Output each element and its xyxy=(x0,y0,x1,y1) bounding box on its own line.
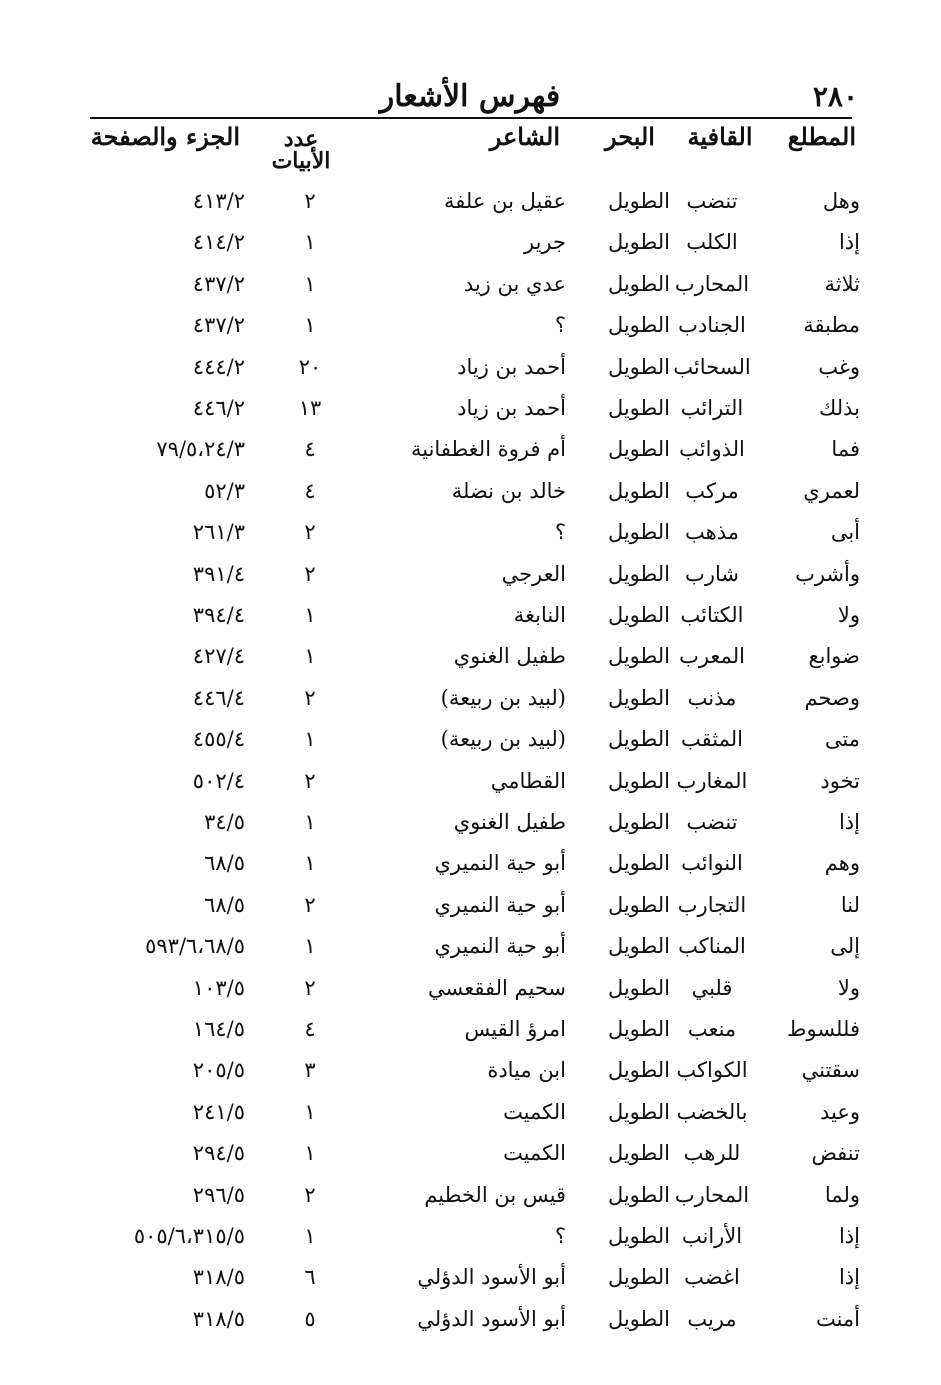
row-volume-page: ٣١٨/٥ xyxy=(192,1306,245,1331)
row-opening: وهم xyxy=(824,851,860,876)
table-row xyxy=(0,1175,941,1215)
row-opening: تنفض xyxy=(811,1141,860,1166)
row-poet: ابن ميادة xyxy=(487,1058,566,1083)
row-meter: الطويل xyxy=(607,396,670,420)
row-opening: لنا xyxy=(840,892,860,917)
row-opening: وأشرب xyxy=(795,561,860,586)
row-meter: الطويل xyxy=(607,644,670,669)
row-volume-page: ١٠٣/٥ xyxy=(192,975,245,1000)
row-poet: ؟ xyxy=(554,520,566,545)
row-meter: الطويل xyxy=(607,437,670,462)
column-header-rhyme: القافية xyxy=(687,122,753,151)
row-volume-page: ١٦٤/٥ xyxy=(192,1017,245,1041)
row-opening: ضوابع xyxy=(808,644,860,669)
table-row xyxy=(0,885,941,925)
row-opening: أبى xyxy=(830,520,860,545)
row-meter: الطويل xyxy=(607,603,670,627)
row-verse-count: ٤ xyxy=(304,478,316,503)
row-opening: ولا xyxy=(837,975,860,1000)
row-poet: الكميت xyxy=(503,1099,566,1124)
row-rhyme: للرهب xyxy=(683,1141,741,1166)
row-meter: الطويل xyxy=(607,934,670,959)
row-poet: عقيل بن علفة xyxy=(444,189,566,213)
row-poet: أبو الأسود الدؤلي xyxy=(417,1306,566,1331)
row-poet: أبو حية النميري xyxy=(434,892,566,917)
row-opening: إذا xyxy=(838,1224,860,1248)
table-row xyxy=(0,1133,941,1173)
row-volume-page: ٤٤٤/٢ xyxy=(192,354,245,379)
row-verse-count: ٢ xyxy=(304,975,316,1000)
row-poet: أحمد بن زياد xyxy=(457,396,566,420)
table-row xyxy=(0,968,941,1008)
row-verse-count: ١ xyxy=(304,1099,316,1124)
row-poet: طفيل الغنوي xyxy=(453,644,566,669)
row-meter: الطويل xyxy=(607,520,670,545)
row-verse-count: ٢ xyxy=(304,1182,316,1207)
row-meter: الطويل xyxy=(607,1099,670,1124)
row-poet: خالد بن نضلة xyxy=(451,478,566,503)
table-row xyxy=(0,636,941,676)
row-opening: ولما xyxy=(824,1182,860,1207)
row-verse-count: ٢ xyxy=(304,189,316,213)
row-rhyme: الترائب xyxy=(680,396,744,420)
row-verse-count: ٢ xyxy=(304,561,316,586)
row-rhyme: الكلب xyxy=(686,230,738,255)
row-volume-page: ٣٤/٥ xyxy=(204,810,245,834)
row-verse-count: ١ xyxy=(304,1141,316,1166)
row-volume-page: ٢٩٤/٥ xyxy=(192,1141,245,1166)
row-volume-page: ٢٤١/٥ xyxy=(192,1099,245,1124)
row-volume-page: ٣٩٤/٤ xyxy=(192,603,245,627)
row-verse-count: ٦ xyxy=(304,1265,316,1290)
row-poet: العرجي xyxy=(501,561,566,586)
row-verse-count: ١ xyxy=(304,810,316,834)
row-rhyme: تنضب xyxy=(686,189,738,213)
table-row xyxy=(0,1092,941,1132)
row-verse-count: ٤ xyxy=(304,1017,316,1041)
table-row xyxy=(0,719,941,759)
column-header-opening: المطلع xyxy=(787,122,856,151)
table-row xyxy=(0,802,941,842)
row-poet: القطامي xyxy=(490,768,566,793)
column-header-meter: البحر xyxy=(605,122,655,151)
row-rhyme: الذوائب xyxy=(679,437,745,462)
row-opening: أمنت xyxy=(815,1306,860,1331)
row-poet: طفيل الغنوي xyxy=(453,810,566,834)
row-meter: الطويل xyxy=(607,810,670,834)
row-rhyme: اغضب xyxy=(684,1265,740,1290)
row-opening: بذلك xyxy=(819,396,860,420)
row-meter: الطويل xyxy=(607,851,670,876)
row-verse-count: ١ xyxy=(304,727,316,752)
row-volume-page: ٢٠٥/٥ xyxy=(192,1058,245,1083)
table-row xyxy=(0,761,941,801)
row-meter: الطويل xyxy=(607,354,670,379)
row-meter: الطويل xyxy=(607,685,670,710)
row-rhyme: الكواكب xyxy=(676,1058,748,1083)
row-volume-page: ٤٥٥/٤ xyxy=(192,727,245,752)
row-poet: أبو الأسود الدؤلي xyxy=(417,1265,566,1290)
row-rhyme: شارب xyxy=(685,561,739,586)
row-rhyme: مذهب xyxy=(685,520,739,545)
row-opening: وغب xyxy=(818,354,860,379)
row-opening: وهل xyxy=(822,189,860,213)
row-poet: أم فروة الغطفانية xyxy=(410,437,566,462)
row-rhyme: مركب xyxy=(685,478,739,503)
table-row xyxy=(0,181,941,221)
table-row xyxy=(0,1009,941,1049)
row-volume-page: ٥٢/٣ xyxy=(204,478,245,503)
table-row xyxy=(0,595,941,635)
row-volume-page: ٢٦١/٣ xyxy=(192,520,245,545)
row-opening: إذا xyxy=(838,1265,860,1290)
row-verse-count: ٥ xyxy=(304,1306,316,1331)
row-volume-page: ٢٩٦/٥ xyxy=(192,1182,245,1207)
table-row xyxy=(0,512,941,552)
row-opening: ثلاثة xyxy=(824,271,860,296)
row-volume-page: ٤١٤/٢ xyxy=(192,230,245,255)
row-verse-count: ٢ xyxy=(304,685,316,710)
row-opening: ولا xyxy=(837,603,860,627)
row-poet: أبو حية النميري xyxy=(434,851,566,876)
row-rhyme: النوائب xyxy=(681,851,743,876)
row-verse-count: ٢ xyxy=(304,768,316,793)
header-rule xyxy=(90,117,852,119)
row-poet: امرؤ القيس xyxy=(464,1017,566,1041)
row-verse-count: ١ xyxy=(304,230,316,255)
row-rhyme: مريب xyxy=(687,1306,737,1331)
table-row xyxy=(0,1257,941,1297)
row-opening: إلى xyxy=(830,934,860,959)
row-poet: ؟ xyxy=(554,313,566,338)
row-rhyme: الأرانب xyxy=(681,1224,743,1248)
row-meter: الطويل xyxy=(607,1182,670,1207)
column-header-verses xyxy=(262,128,340,178)
row-rhyme: تنضب xyxy=(686,810,738,834)
row-meter: الطويل xyxy=(607,1265,670,1290)
row-rhyme: السحائب xyxy=(673,354,751,379)
row-meter: الطويل xyxy=(607,313,670,338)
row-rhyme: المحارب xyxy=(674,271,750,296)
row-volume-page: ٦٨/٥ xyxy=(204,851,245,876)
row-meter: الطويل xyxy=(607,1058,670,1083)
column-header-poet: الشاعر xyxy=(489,122,560,151)
table-row xyxy=(0,554,941,594)
row-verse-count: ٢٠ xyxy=(298,354,322,379)
row-rhyme: الجنادب xyxy=(678,313,746,338)
table-row xyxy=(0,1050,941,1090)
row-verse-count: ١ xyxy=(304,851,316,876)
row-meter: الطويل xyxy=(607,975,670,1000)
table-row xyxy=(0,264,941,304)
row-meter: الطويل xyxy=(607,230,670,255)
row-rhyme: المثقب xyxy=(681,727,743,752)
row-rhyme: بالخضب xyxy=(676,1099,748,1124)
row-verse-count: ١ xyxy=(304,271,316,296)
row-rhyme: المناكب xyxy=(678,934,746,959)
row-verse-count: ٤ xyxy=(304,437,316,462)
row-poet: سحيم الفقعسي xyxy=(428,975,566,1000)
row-volume-page: ٥٠٥/٦،٣١٥/٥ xyxy=(133,1224,245,1248)
table-row xyxy=(0,678,941,718)
table-row xyxy=(0,222,941,262)
row-meter: الطويل xyxy=(607,561,670,586)
row-volume-page: ٥٩٣/٦،٦٨/٥ xyxy=(145,934,245,959)
row-poet: أبو حية النميري xyxy=(434,934,566,959)
row-opening: إذا xyxy=(838,230,860,255)
row-verse-count: ١ xyxy=(304,603,316,627)
row-rhyme: المحارب xyxy=(674,1182,750,1207)
column-header-verses-line2: الأبيات xyxy=(271,148,331,174)
row-rhyme: التجارب xyxy=(677,892,747,917)
row-meter: الطويل xyxy=(607,1224,670,1248)
row-meter: الطويل xyxy=(607,1017,670,1041)
row-meter: الطويل xyxy=(607,189,670,213)
row-opening: وصحم xyxy=(804,685,860,710)
row-meter: الطويل xyxy=(607,271,670,296)
row-opening: لعمري xyxy=(803,478,860,503)
table-row xyxy=(0,429,941,469)
row-meter: الطويل xyxy=(607,478,670,503)
row-volume-page: ٥٠٢/٤ xyxy=(192,768,245,793)
row-rhyme: مذنب xyxy=(687,685,737,710)
row-verse-count: ١٣ xyxy=(298,396,322,420)
row-rhyme: المغارب xyxy=(676,768,748,793)
row-poet: جرير xyxy=(524,230,566,255)
row-poet: قيس بن الخطيم xyxy=(424,1182,566,1207)
row-opening: فما xyxy=(831,437,860,462)
row-volume-page: ٣٩١/٤ xyxy=(192,561,245,586)
row-volume-page: ٤١٣/٢ xyxy=(192,189,245,213)
row-opening: متى xyxy=(824,727,860,752)
row-poet: أحمد بن زياد xyxy=(457,354,566,379)
row-verse-count: ١ xyxy=(304,644,316,669)
table-row xyxy=(0,1216,941,1256)
row-poet: (لبيد بن ربيعة) xyxy=(440,727,566,752)
table-row xyxy=(0,388,941,428)
row-poet: عدي بن زيد xyxy=(463,271,566,296)
row-verse-count: ٣ xyxy=(304,1058,316,1083)
row-verse-count: ١ xyxy=(304,313,316,338)
row-opening: تخود xyxy=(820,768,860,793)
row-opening: مطبقة xyxy=(803,313,860,338)
row-volume-page: ٤٢٧/٤ xyxy=(192,644,245,669)
row-opening: سقتني xyxy=(801,1058,860,1083)
row-volume-page: ٤٤٦/٤ xyxy=(192,685,245,710)
row-volume-page: ٧٩/٥،٢٤/٣ xyxy=(156,437,245,462)
row-rhyme: منعب xyxy=(687,1017,737,1041)
row-volume-page: ٤٣٧/٢ xyxy=(192,271,245,296)
row-opening: فللسوط xyxy=(787,1017,860,1041)
row-verse-count: ٢ xyxy=(304,892,316,917)
row-meter: الطويل xyxy=(607,892,670,917)
column-header-reference: الجزء والصفحة xyxy=(90,122,240,151)
table-row xyxy=(0,471,941,511)
row-volume-page: ٦٨/٥ xyxy=(204,892,245,917)
table-row xyxy=(0,1299,941,1339)
row-meter: الطويل xyxy=(607,1141,670,1166)
row-verse-count: ١ xyxy=(304,934,316,959)
page-title: فهرس الأشعار xyxy=(379,79,561,114)
row-volume-page: ٤٤٦/٢ xyxy=(192,396,245,420)
row-volume-page: ٤٣٧/٢ xyxy=(192,313,245,338)
page-number: ٢٨٠ xyxy=(812,80,858,113)
table-row xyxy=(0,843,941,883)
row-meter: الطويل xyxy=(607,1306,670,1331)
row-poet: (لبيد بن ربيعة) xyxy=(440,685,566,710)
row-rhyme: قلبي xyxy=(691,975,733,1000)
table-row xyxy=(0,926,941,966)
row-meter: الطويل xyxy=(607,727,670,752)
row-poet: ؟ xyxy=(554,1224,566,1248)
row-verse-count: ١ xyxy=(304,1224,316,1248)
row-poet: النابغة xyxy=(513,603,566,627)
row-meter: الطويل xyxy=(607,768,670,793)
table-row xyxy=(0,305,941,345)
row-opening: وعيد xyxy=(819,1099,860,1124)
table-row xyxy=(0,347,941,387)
row-rhyme: المعرب xyxy=(679,644,745,669)
row-verse-count: ٢ xyxy=(304,520,316,545)
column-header-verses-line1: عدد xyxy=(283,126,319,152)
row-opening: إذا xyxy=(838,810,860,834)
row-rhyme: الكتائب xyxy=(680,603,744,627)
row-poet: الكميت xyxy=(503,1141,566,1166)
row-volume-page: ٣١٨/٥ xyxy=(192,1265,245,1290)
